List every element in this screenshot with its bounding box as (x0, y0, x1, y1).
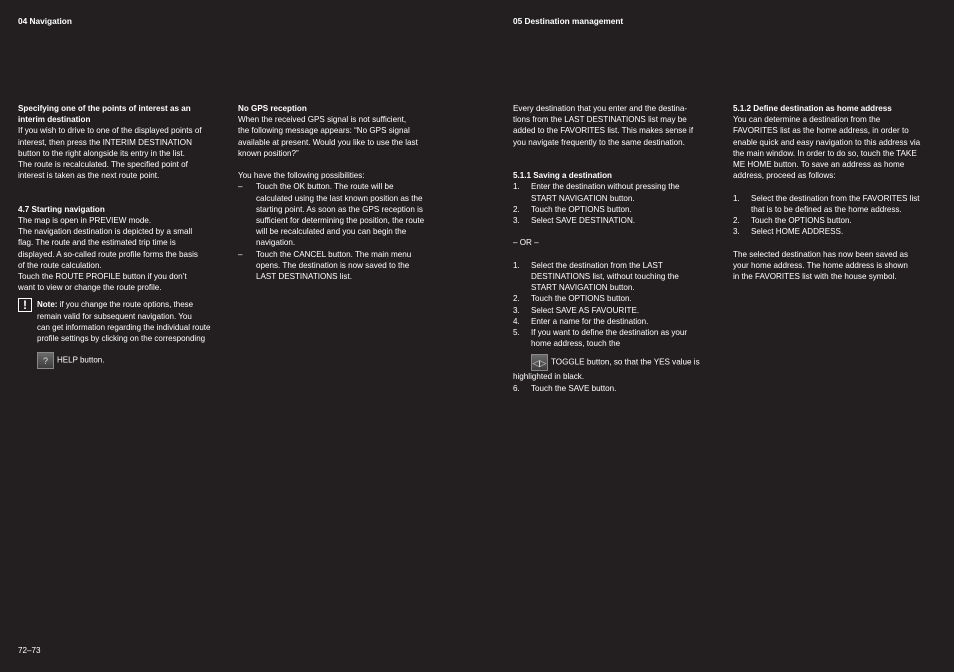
no-gps-line: the following message appears: “No GPS signal (238, 126, 410, 136)
item-line: sufficient for determining the position, the route (256, 216, 425, 226)
item-line: Select SAVE DESTINATION. (531, 216, 636, 225)
s47-line: The map is open in PREVIEW mode. (18, 216, 152, 225)
list-number: 3. (513, 305, 520, 315)
list-item (733, 226, 938, 237)
list-item (513, 260, 718, 294)
column-2 (238, 103, 443, 282)
item-line: Touch the SAVE button. (531, 383, 617, 393)
intro-line: address, proceed as follows: (733, 171, 836, 181)
section-5-1-2-title: 5.1.2 Define destination as home address (733, 104, 892, 113)
list-item (733, 215, 938, 226)
s47-line: displayed. A so-called route profile forms the basis (18, 249, 198, 259)
column-4 (733, 103, 938, 282)
item-line: Touch the OPTIONS button. (531, 204, 632, 214)
list-item (733, 193, 938, 215)
item-line: Touch the CANCEL button. The main menu (256, 249, 412, 259)
item-line: START NAVIGATION button. (531, 193, 635, 203)
list-number: 4. (513, 316, 520, 326)
poi-line: The route is recalculated. The specified point of (18, 160, 188, 170)
list-number: 6. (513, 383, 520, 393)
intro-line: You can determine a destination from the (733, 115, 881, 125)
list-number: 1. (733, 193, 740, 203)
no-gps-line: When the received GPS signal is not sufficient, (238, 115, 407, 125)
item-line: Select SAVE AS FAVOURITE. (531, 305, 640, 315)
item-line: Enter a name for the destination. (531, 316, 649, 326)
list-number: 5. (513, 328, 520, 337)
header-left: 04 Navigation (18, 16, 72, 26)
header-right: 05 Destination management (513, 16, 624, 26)
poi-line: If you wish to drive to one of the displayed points of (18, 126, 202, 136)
item-line: will be recalculated and you can begin the (256, 227, 407, 237)
dash-marker: – (238, 182, 243, 192)
note-label: Note: (37, 300, 58, 310)
or-separator: – OR – (513, 238, 539, 248)
page-number: 72–73 (18, 646, 41, 655)
list-number: 3. (513, 216, 520, 225)
item-line: Enter the destination without pressing the (531, 182, 680, 192)
s47-line: want to view or change the route profile. (18, 283, 162, 293)
list-number: 1. (513, 260, 520, 270)
item-line: Touch the OPTIONS button. (531, 294, 632, 304)
outro-line: in the FAVORITES list with the house symbol. (733, 272, 897, 282)
note-line: remain valid for subsequent navigation. You (37, 311, 192, 321)
item-line: opens. The destination is now saved to the (256, 260, 410, 270)
item-line: Select the destination from the FAVORITES list (751, 193, 920, 203)
intro-line: tions from the LAST DESTINATIONS list may be (513, 115, 687, 125)
poi-title-line-2: interim destination (18, 115, 91, 125)
list-number: 2. (733, 216, 740, 226)
section-5-1-1-title: 5.1.1 Saving a destination (513, 171, 612, 181)
s47-line: The navigation destination is depicted by a small (18, 227, 193, 237)
intro-line: you navigate frequently to the same destination. (513, 137, 685, 147)
possibilities-text: You have the following possibilities: (238, 171, 365, 181)
list-item (513, 215, 718, 226)
item-line: that is to be defined as the home address. (751, 204, 902, 214)
item-line: navigation. (256, 238, 296, 248)
list-item (513, 383, 718, 394)
warning-icon: ! (18, 298, 32, 312)
note-line: can get information regarding the individual route (37, 322, 211, 332)
list-item (513, 327, 718, 371)
no-gps-line: known position?” (238, 148, 299, 158)
toggle-icon: ◁▷ (531, 354, 548, 371)
note-first-line: if you change the route options, these (57, 300, 194, 310)
list-number: 3. (733, 227, 740, 237)
poi-line: interest, then press the INTERIM DESTINATION (18, 137, 192, 147)
toggle-text-2: highlighted in black. (513, 372, 585, 382)
item-line: Select the destination from the LAST (531, 260, 663, 270)
column-3 (513, 103, 718, 394)
poi-title-line-1: Specifying one of the points of interest as an (18, 104, 191, 113)
list-item (238, 181, 443, 248)
list-item (513, 293, 718, 304)
item-line: calculated using the last known position as the (256, 193, 423, 203)
item-line: starting point. As soon as the GPS reception is (256, 204, 423, 214)
note-line: profile settings by clicking on the corresponding (37, 334, 206, 344)
no-gps-line: available at present. Would you like to use the last (238, 137, 418, 147)
outro-line: The selected destination has now been saved as (733, 249, 909, 259)
intro-line: added to the FAVORITES list. This makes sense if (513, 126, 694, 136)
column-1 (18, 103, 223, 369)
item-line: home address, touch the (531, 339, 621, 349)
intro-line: the main window. In order to do so, touch the TAKE (733, 148, 917, 158)
s47-line: flag. The route and the estimated trip time is (18, 238, 176, 248)
s47-line: of the route calculation. (18, 260, 102, 270)
s47-line: Touch the ROUTE PROFILE button if you don’t (18, 272, 187, 282)
intro-line: ME HOME button. To save an address as home (733, 160, 905, 170)
list-item (238, 249, 443, 283)
list-number: 2. (513, 204, 520, 214)
poi-line: interest is taken as the next route point. (18, 171, 160, 181)
poi-line: button to the right alongside its entry in the list. (18, 148, 185, 158)
outro-line: your home address. The home address is shown (733, 260, 908, 270)
list-item (513, 316, 718, 327)
list-item (513, 181, 718, 203)
question-icon: ? (37, 352, 54, 369)
note-block (18, 299, 223, 369)
list-item (513, 204, 718, 215)
item-line: Select HOME ADDRESS. (751, 227, 844, 237)
intro-line: enable quick and easy navigation to this address via (733, 137, 921, 147)
list-item (513, 305, 718, 316)
item-line: If you want to define the destination as your (531, 328, 688, 337)
item-line: Touch the OPTIONS button. (751, 216, 852, 226)
list-number: 1. (513, 182, 520, 192)
item-line: Touch the OK button. The route will be (256, 182, 394, 192)
dash-marker: – (238, 249, 243, 259)
item-line: START NAVIGATION button. (531, 283, 635, 293)
toggle-text: TOGGLE button, so that the YES value is (551, 358, 700, 368)
intro-line: FAVORITES list as the home address, in order to (733, 126, 909, 136)
item-line: DESTINATIONS list, without touching the (531, 271, 679, 281)
section-4-7-title: 4.7 Starting navigation (18, 204, 105, 214)
item-line: LAST DESTINATIONS list. (256, 272, 352, 282)
list-number: 2. (513, 294, 520, 304)
intro-line: Every destination that you enter and the destina- (513, 104, 688, 113)
no-gps-title: No GPS reception (238, 104, 307, 113)
help-text: HELP button. (57, 355, 105, 365)
